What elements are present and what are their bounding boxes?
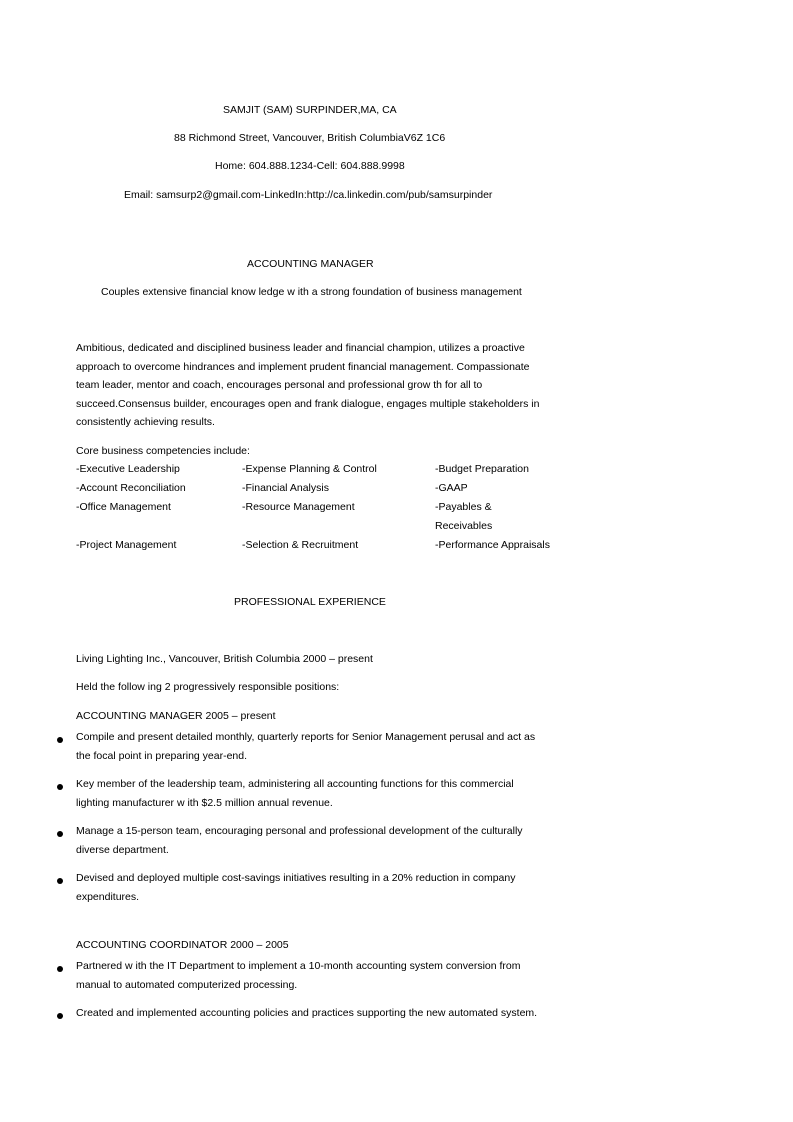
bullet-text: the focal point in preparing year-end. (76, 749, 248, 762)
bullet-item (76, 957, 556, 994)
bullet-text: Compile and present detailed monthly, quarterly reports for Senior Management perusal and act as (76, 731, 536, 743)
summary-line: team leader, mentor and coach, encourages personal and professional grow th for all to (76, 379, 483, 391)
job-title: ACCOUNTING MANAGER (247, 258, 374, 270)
competency-item: -GAAP (435, 482, 468, 494)
bullet-dot (57, 784, 63, 790)
competency-item: Receivables (435, 520, 493, 532)
competencies-intro: Core business competencies include: (76, 445, 250, 457)
bullet-dot (57, 878, 63, 884)
bullet-text: expenditures. (76, 890, 140, 903)
competency-item: -Office Management (76, 501, 171, 513)
summary-line: approach to overcome hindrances and implement prudent financial management. Compassionate (76, 360, 530, 373)
competency-item: -Resource Management (242, 501, 355, 513)
summary-line: succeed.Consensus builder, encourages open and frank dialogue, engages multiple stakeholders in (76, 397, 540, 410)
summary-line: consistently achieving results. (76, 416, 215, 428)
competency-item: -Payables & (435, 501, 492, 513)
summary-line: Ambitious, dedicated and disciplined business leader and financial champion, utilizes a proactive (76, 342, 525, 354)
bullet-text: diverse department. (76, 843, 169, 856)
bullet-text: Manage a 15-person team, encouraging personal and professional development of the culturally (76, 825, 523, 837)
role-title: ACCOUNTING MANAGER 2005 – present (76, 710, 276, 722)
candidate-name: SAMJIT (SAM) SURPINDER,MA, CA (223, 104, 397, 116)
competency-item: -Project Management (76, 539, 177, 551)
contact-line: Email: samsurp2@gmail.com-LinkedIn:http://ca.linkedin.com/pub/samsurpinder (124, 189, 493, 201)
summary-paragraph (76, 339, 556, 432)
bullet-text: manual to automated computerized processing. (76, 978, 298, 991)
bullet-text: lighting manufacturer w ith $2.5 million annual revenue. (76, 796, 333, 809)
bullet-dot (57, 1013, 63, 1019)
role-title: ACCOUNTING COORDINATOR 2000 – 2005 (76, 939, 289, 951)
competency-item: -Selection & Recruitment (242, 539, 359, 551)
company-line: Living Lighting Inc., Vancouver, British Columbia 2000 – present (76, 653, 373, 665)
competency-item: -Expense Planning & Control (242, 463, 377, 475)
bullet-dot (57, 737, 63, 743)
competency-item: -Account Reconciliation (76, 482, 186, 494)
competency-item: -Financial Analysis (242, 482, 329, 494)
bullet-item (76, 1004, 556, 1023)
competency-item: -Executive Leadership (76, 463, 180, 475)
bullet-item (76, 775, 556, 812)
bullet-text: Created and implemented accounting policies and practices supporting the new automated system. (76, 1007, 538, 1019)
bullet-item (76, 869, 556, 906)
competency-item: -Performance Appraisals (435, 539, 550, 551)
section-heading-experience: PROFESSIONAL EXPERIENCE (234, 596, 386, 608)
bullet-item (76, 728, 556, 765)
phone-line: Home: 604.888.1234-Cell: 604.888.9998 (215, 160, 405, 172)
positions-intro: Held the follow ing 2 progressively responsible positions: (76, 681, 340, 693)
bullet-text: Key member of the leadership team, administering all accounting functions for this commercial (76, 778, 514, 790)
tagline: Couples extensive financial know ledge w ith a strong foundation of business management (101, 286, 522, 298)
bullet-text: Partnered w ith the IT Department to implement a 10-month accounting system conversion from (76, 960, 521, 972)
address-line: 88 Richmond Street, Vancouver, British ColumbiaV6Z 1C6 (174, 132, 446, 144)
bullet-item (76, 822, 556, 859)
competency-item: -Budget Preparation (435, 463, 529, 475)
bullet-text: Devised and deployed multiple cost-savings initiatives resulting in a 20% reduction in company (76, 872, 516, 884)
bullet-dot (57, 966, 63, 972)
bullet-dot (57, 831, 63, 837)
